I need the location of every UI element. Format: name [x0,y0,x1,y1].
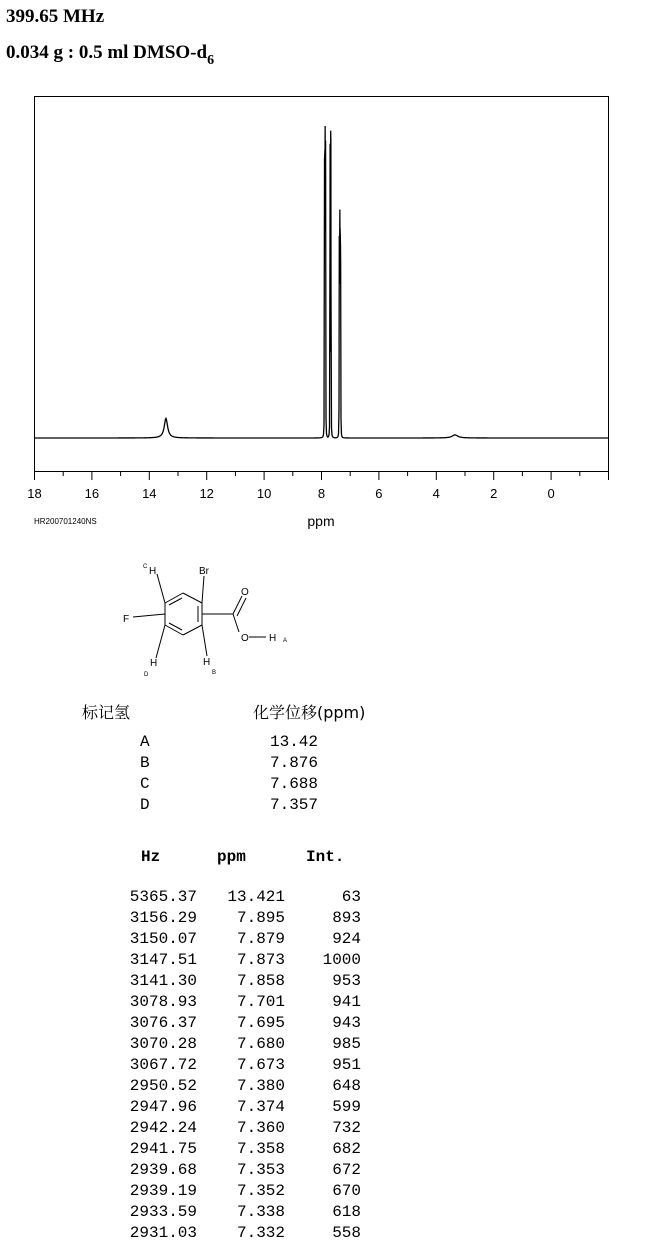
spectrum-code: HR200701240NS [34,517,97,526]
peak-ppm: 7.353 [236,1161,285,1179]
x-tick-label: 4 [432,486,440,501]
shift-row-value: 13.42 [269,733,318,751]
shift-row-value: 7.688 [269,775,318,793]
label-b: B [212,670,217,676]
peak-ppm: 7.358 [236,1140,285,1158]
peak-hz: 2942.24 [129,1119,197,1137]
peak-ppm: 7.338 [236,1203,285,1221]
peak-intensity: 924 [332,930,361,948]
peak-intensity: 682 [332,1140,361,1158]
shift-table-header-label: 标记氢 [82,703,131,722]
peak-intensity: 599 [332,1098,361,1116]
atom-h-c: H [149,566,157,577]
x-tick-label: 12 [199,486,214,501]
atom-h-a: H [269,633,277,644]
atom-br: Br [199,566,209,577]
peak-ppm: 7.701 [236,993,285,1011]
peak-intensity: 648 [332,1077,361,1095]
label-d: D [144,672,149,678]
peak-hz: 3078.93 [129,993,197,1011]
peak-intensity: 618 [332,1203,361,1221]
peak-hz: 3156.29 [129,909,197,927]
peak-intensity: 672 [332,1161,361,1179]
peak-hz: 2931.03 [129,1224,197,1242]
peak-hz: 2950.52 [129,1077,197,1095]
peak-ppm: 13.421 [227,888,285,906]
shift-row-value: 7.876 [269,754,318,772]
sample-subscript: 6 [207,53,215,68]
shift-row-label: C [140,775,150,793]
x-axis-label: ppm [307,513,335,529]
shift-table-header-shift: 化学位移(ppm) [253,703,366,722]
shift-row-label: B [140,754,150,772]
peak-intensity: 1000 [322,951,361,969]
peak-hz: 2947.96 [129,1098,197,1116]
x-axis-ticks [35,471,609,480]
peak-intensity: 941 [332,993,361,1011]
sample-main: 0.034 g : 0.5 ml DMSO-d [6,42,208,63]
x-tick-label: 0 [547,486,555,501]
peak-hz: 3076.37 [129,1014,197,1032]
peak-hz: 3067.72 [129,1056,197,1074]
peak-ppm: 7.332 [236,1224,285,1242]
peak-intensity: 951 [332,1056,361,1074]
peak-hz: 2939.19 [129,1182,197,1200]
spectrum-trace [35,126,609,438]
peak-intensity: 732 [332,1119,361,1137]
atom-h-d: H [150,658,158,669]
peak-hz: 3150.07 [129,930,197,948]
peak-header-ppm: ppm [217,848,246,866]
peak-intensity: 63 [341,888,361,906]
atom-o-hydroxyl: O [241,633,249,644]
x-tick-label: 2 [490,486,498,501]
atom-f: F [123,614,130,625]
spectrometer-frequency: 399.65 MHz [6,6,105,27]
peak-ppm: 7.374 [236,1098,285,1116]
peak-intensity: 670 [332,1182,361,1200]
peak-hz: 3141.30 [129,972,197,990]
shift-row-value: 7.357 [269,796,318,814]
peak-hz: 3070.28 [129,1035,197,1053]
peak-hz: 5365.37 [129,888,197,906]
peak-header-hz: Hz [141,848,161,866]
benzene-ring [165,593,202,635]
x-tick-label: 16 [84,486,100,501]
label-a: A [283,638,288,644]
label-c: C [143,564,148,570]
atom-o-carbonyl: O [241,587,249,598]
peak-hz: 2939.68 [129,1161,197,1179]
molecule-structure [110,555,330,685]
peak-header-int: Int. [306,848,345,866]
nmr-spectrum-chart [0,0,652,540]
x-tick-label: 18 [27,486,42,501]
x-tick-label: 14 [142,486,157,501]
peak-ppm: 7.695 [236,1014,285,1032]
peak-ppm: 7.858 [236,972,285,990]
peak-intensity: 558 [332,1224,361,1242]
x-tick-label: 10 [256,486,272,501]
peak-ppm: 7.873 [236,951,285,969]
peak-ppm: 7.879 [236,930,285,948]
peak-intensity: 893 [332,909,361,927]
shift-row-label: D [140,796,150,814]
x-tick-label: 8 [317,486,326,501]
x-axis-tick-labels [27,486,554,501]
peak-ppm: 7.380 [236,1077,285,1095]
peak-hz: 3147.51 [129,951,197,969]
x-tick-label: 6 [375,486,383,501]
peak-hz: 2941.75 [129,1140,197,1158]
peak-ppm: 7.895 [236,909,285,927]
atom-h-b: H [203,657,211,668]
plot-frame [35,97,609,472]
shift-row-label: A [140,733,150,751]
peak-ppm: 7.680 [236,1035,285,1053]
peak-hz: 2933.59 [129,1203,197,1221]
peak-ppm: 7.352 [236,1182,285,1200]
peak-intensity: 943 [332,1014,361,1032]
peak-intensity: 985 [332,1035,361,1053]
peak-intensity: 953 [332,972,361,990]
peak-ppm: 7.673 [236,1056,285,1074]
peak-ppm: 7.360 [236,1119,285,1137]
